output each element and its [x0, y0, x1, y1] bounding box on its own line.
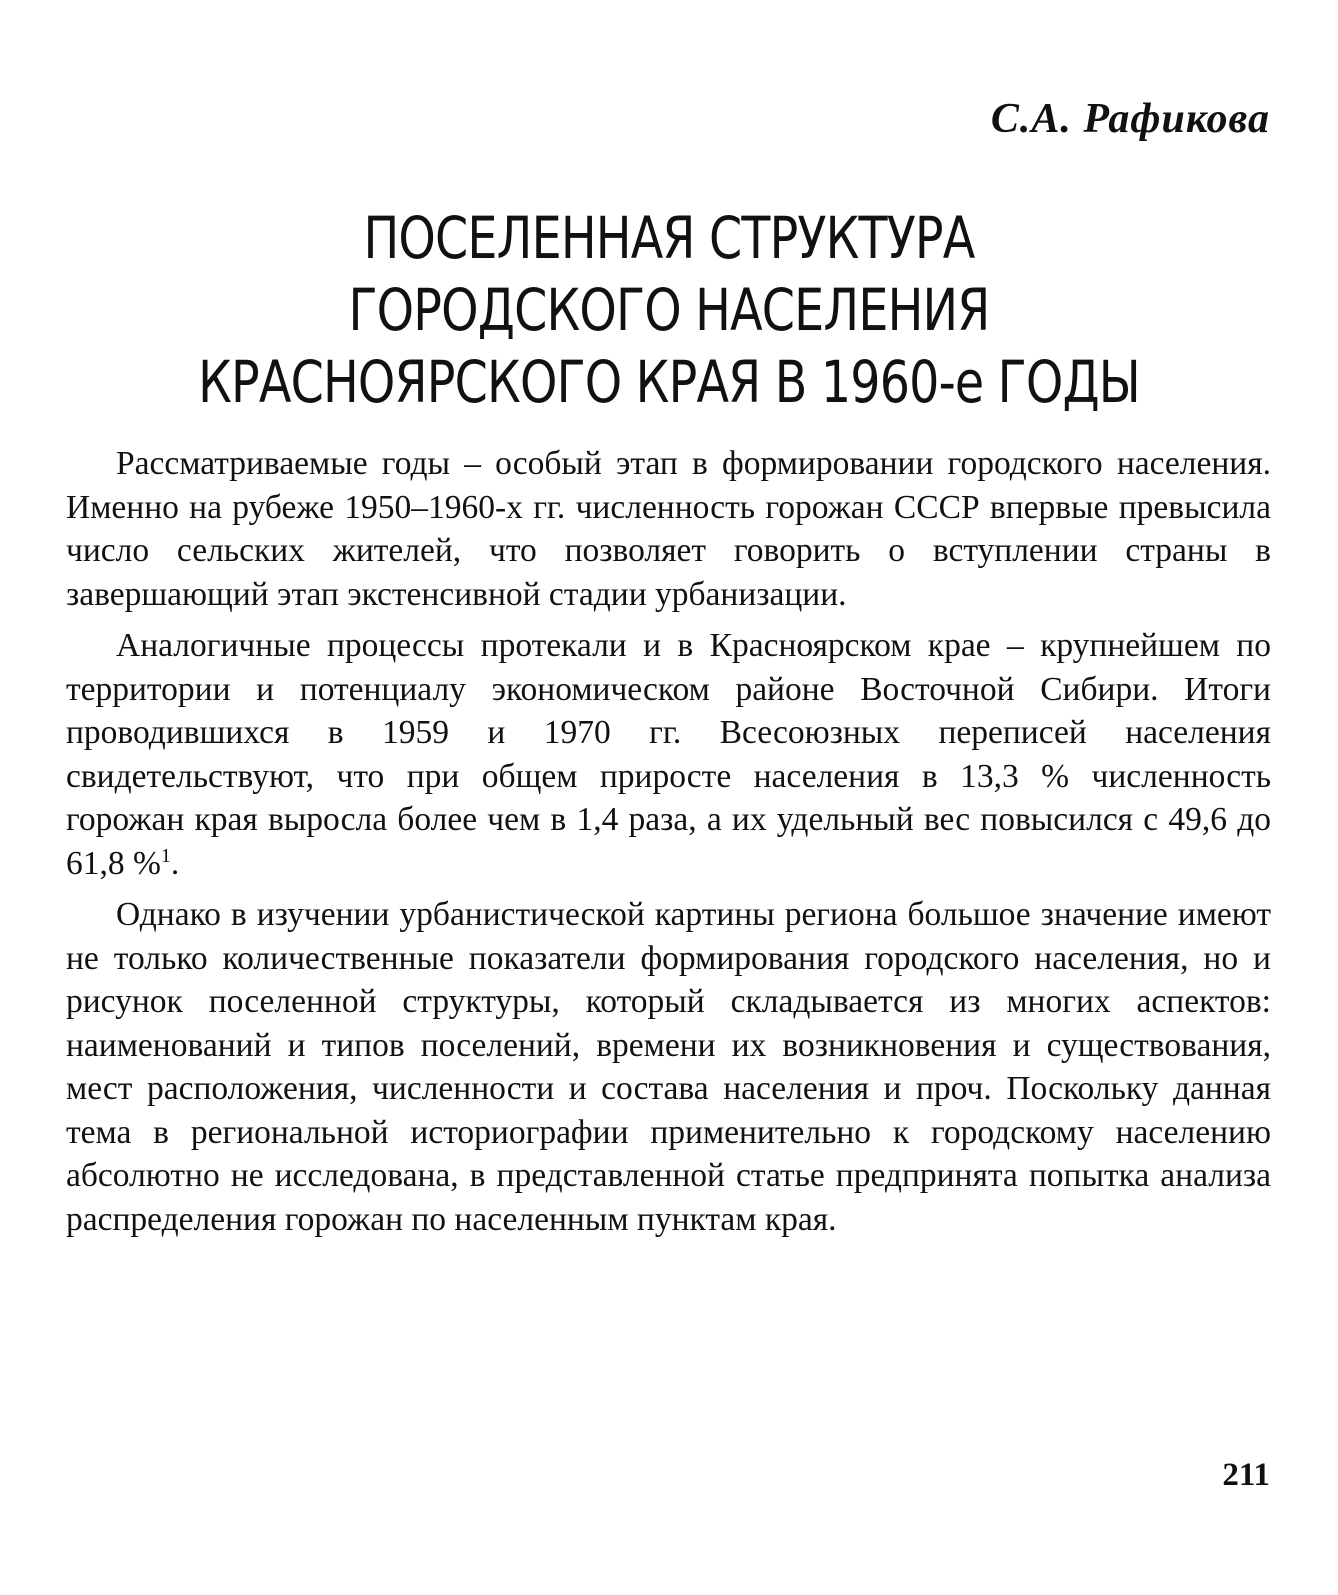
paragraph-2-end: .	[170, 844, 180, 882]
paragraph-1: Рассматриваемые годы – особый этап в формировании городского населения. Именно на рубеже 1950–1960-х гг. численность горожан СССР впервые превысила число сельских жителей, что позволяет говорить о вступлении страны в завершающий этап экстенсивной стадии урбанизации.	[66, 445, 1271, 613]
title-line-3: КРАСНОЯРСКОГО КРАЯ В 1960-е ГОДЫ	[198, 348, 1140, 416]
footnote-reference[interactable]: 1	[160, 844, 171, 867]
title-line-1: ПОСЕЛЕННАЯ СТРУКТУРА	[363, 204, 975, 272]
article-title	[120, 202, 1217, 418]
article-body	[66, 442, 1271, 1249]
title-line-2: ГОРОДСКОГО НАСЕЛЕНИЯ	[348, 276, 990, 344]
paragraph-3: Однако в изучении урбанистической картины региона большое значение имеют не только количественные показатели формирования городского населения, но и рисунок поселенной структуры, который складывается из многих аспектов: наименований и типов поселений, времени их возникновения и существования, мест расположения, численности и состава населения и проч. Поскольку данная тема в региональной историографии применительно к городскому населению абсолютно не исследована, в представленной статье предпринята попытка анализа распределения горожан по населенным пунктам края.	[66, 896, 1271, 1238]
author-name: С.А. Рафикова	[990, 96, 1270, 142]
paragraph-2	[66, 624, 1271, 885]
paragraph-2-text: Аналогичные процессы протекали и в Красноярском крае – крупнейшем по территории и потенциалу экономическом районе Восточной Сибири. Итоги проводившихся в 1959 и 1970 гг. Всесоюзных переписей населения свидетельствуют, что при общем приросте населения в 13,3 % численность горожан края выросла более чем в 1,4 раза, а их удельный вес повысился с 49,6 до 61,8 %	[66, 627, 1271, 882]
page-number: 211	[1222, 1457, 1270, 1493]
